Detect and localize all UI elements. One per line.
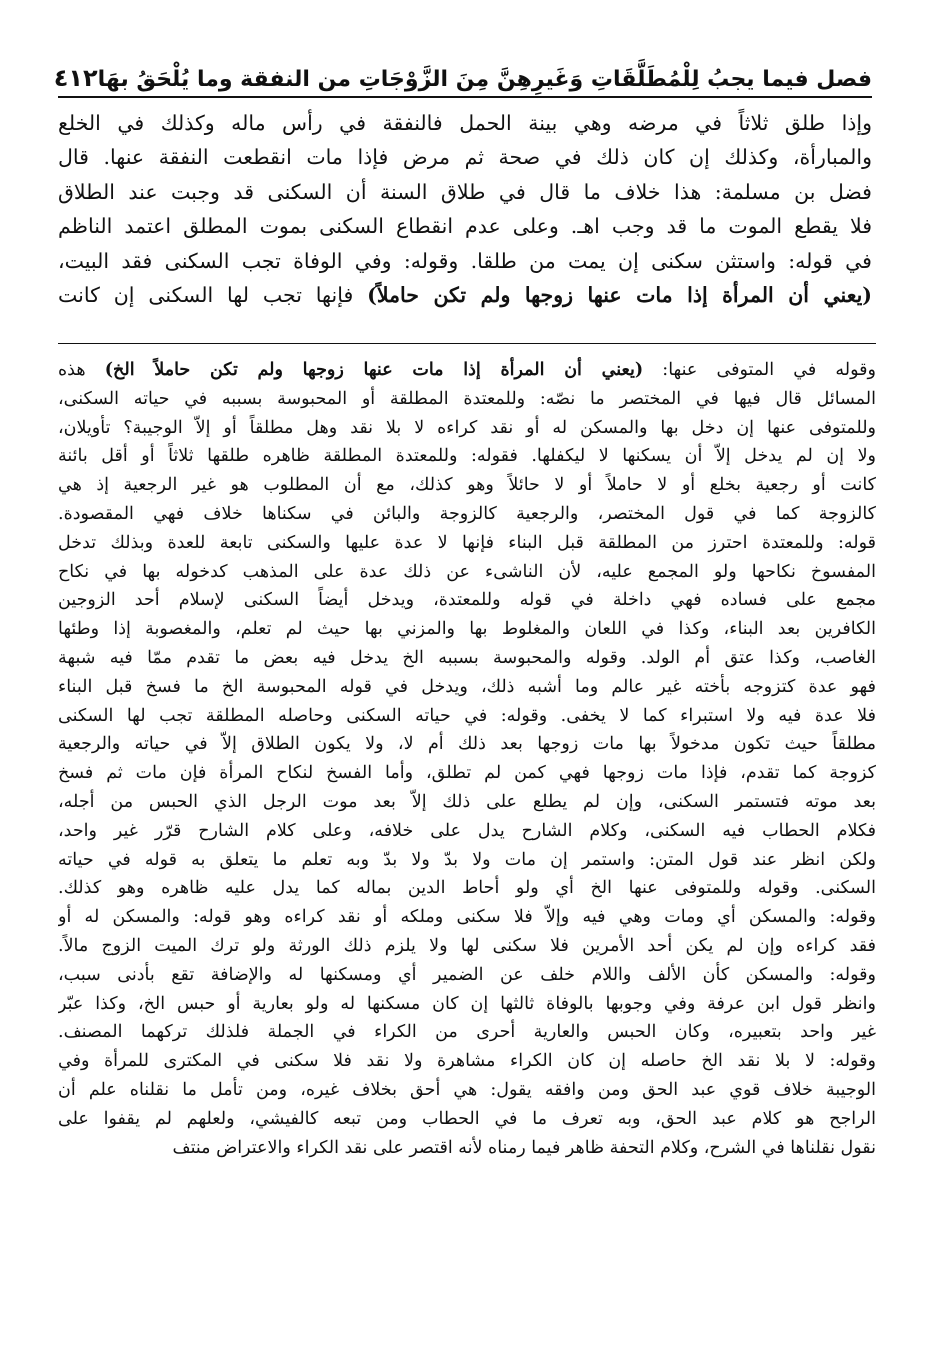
- text-line: [58, 442, 876, 471]
- text-line: [58, 356, 876, 385]
- line-segment: مطلقاً حيث تكون مدخولاً بها مات زوجها بعد ذلك أم لا، ولا يكون الطلاق إلاّ في حياته والرجعية: [58, 734, 876, 755]
- text-line: [58, 414, 876, 443]
- text-line: [58, 106, 872, 140]
- line-segment: فهو عدة كتزوجه بأخته غير عالم وما أشبه ذلك، ويدخل في قوله المحبوسة الخ ما فسخ قبل البناء: [58, 676, 876, 697]
- line-segment: السكنى. وقوله وللمتوفى عنها الخ أي ولو أحاط الدين بماله كما يدل عليه ظاهره وهو كذلك.: [58, 878, 876, 899]
- line-segment: بعد موته فتستمر السكنى، وإن لم يطلع على ذلك إلاّ بعد موت الرجل الذي الحبس من أجله،: [58, 791, 876, 812]
- text-line: [58, 702, 876, 731]
- line-segment: قوله: وللمعتدة احترز من المطلقة قبل البناء فإنها لا عدة عليها والسكنى تابعة للعدة وبذلك تدخل: [58, 532, 876, 553]
- line-segment: والمبارأة، وكذلك إن كان ذلك في صحة ثم مرض فإذا مات انقطعت النفقة عنها. قال: [58, 145, 872, 170]
- line-segment: وقوله في المتوفى عنها:: [643, 360, 876, 380]
- text-line: [58, 874, 876, 903]
- line-segment: المسائل قال فيها في المختصر ما نصّه: وللمعتدة المطلقة أو المحبوسة بسببه في حياته السكنى،: [58, 388, 876, 409]
- line-segment: وقوله: والمسكن كأن الألف واللام خلف عن الضمير أي ومسكنها له والإضافة تقع بأدنى سبب،: [58, 964, 876, 985]
- text-line: [58, 1076, 876, 1105]
- page-header: [53, 52, 872, 98]
- line-segment: الوجيبة خلاف قوي عبد الحق ومن وافقه يقول: هي أحق بخلاف غيره، ومن تأمل ما نقلناه علم أن: [58, 1079, 876, 1100]
- text-line: [58, 1134, 876, 1163]
- text-line: [58, 244, 872, 278]
- text-line: [58, 1047, 876, 1076]
- text-line: [58, 140, 872, 174]
- line-segment: الكافرين بعد البناء، وكذا في اللعان والمغلوط بها والمزني بها حيث لم تعلم، والمغصوبة إذا وطئها: [58, 619, 876, 640]
- text-line: [58, 209, 872, 243]
- line-segment: فإنها تجب لها السكنى إن كانت: [58, 282, 368, 307]
- text-line: [58, 788, 876, 817]
- text-line: [58, 1018, 876, 1047]
- line-segment: مجمع على فساده فهي داخلة في قوله وللمعتدة، ويدخل أيضاً السكنى لإسلام أحد الزوجين: [58, 590, 876, 611]
- bold-phrase: (يعني أن المرأة إذا مات عنها زوجها ولم تكن حاملاً): [367, 282, 872, 307]
- text-line: [58, 175, 872, 209]
- text-line: [58, 385, 876, 414]
- line-segment: الراجح هو كلام عبد الحق، وبه تعرف ما في الحطاب ومن تبعه كالفيشي، ولعلهم لم يقفوا على: [58, 1108, 876, 1129]
- page-number: ٤١٢: [53, 64, 98, 92]
- line-segment: في قوله: واستثن سكنى إن يمت من طلقا. وقوله: وفي الوفاة تجب السكنى فقد البيت،: [58, 248, 872, 273]
- line-segment: المفسوخ نكاحها ولو المجمع عليه، لأن الناشىء عن ذلك عدة على المذهب كدخوله بها في نكاح: [58, 561, 876, 582]
- line-segment: فضل بن مسلمة: هذا خلاف ما قال في طلاق السنة أن السكنى قد وجبت عند الطلاق: [58, 179, 872, 204]
- text-line: [58, 500, 876, 529]
- text-line: [58, 961, 876, 990]
- line-segment: وانظر قول ابن عرفة وفي وجوبها بالوفاة ثالثها إن كان مسكنها له ولو بعارية أو حبس الخ، وكذا عبّر: [58, 993, 876, 1014]
- text-line: [58, 558, 876, 587]
- text-line: [58, 644, 876, 673]
- footnote-divider: [58, 343, 876, 344]
- line-segment: فقد كراءه وإن لم يكن أحد الأمرين فلا سكنى لها ولا يلزم ذلك الورثة ولو ترك الميت الزوج مالاً.: [58, 935, 876, 956]
- text-line: [58, 673, 876, 702]
- line-segment: وإذا طلق ثلاثاً في مرضه وهي بينة الحمل فالنفقة في رأس ماله وكذلك في الخلع: [58, 111, 872, 135]
- running-title: فصل فيما يجبُ لِلْمُطَلَّقَاتِ وَغَيرِهِنَّ مِنَ الزَّوْجَاتِ من النفقة وما يُلْحَقُ بهَا: [97, 67, 872, 92]
- bold-phrase: (يعني أن المرأة إذا مات عنها زوجها ولم تكن حاملاً الخ): [104, 360, 644, 380]
- line-segment: كزوجة كما تقدم، فإذا مات زوجها فهي كمن لم تطلق، وأما الفسخ لنكاح المرأة فإن مات ثم فسخ: [58, 763, 876, 784]
- text-line: [58, 471, 876, 500]
- text-line: [58, 586, 876, 615]
- line-segment: فلا يقطع الموت ما قد وجب اهـ. وعلى عدم انقطاع السكنى بموت المطلق اعتمد الناظم: [58, 214, 872, 239]
- line-segment: هذه: [58, 360, 105, 380]
- text-line: [58, 529, 876, 558]
- line-segment: فلا عدة فيه ولا استبراء كما لا يخفى. وقوله: في حياته السكنى وحاصله المطلقة تجب لها السكنى: [58, 705, 876, 726]
- line-segment: وللمتوفى عنها إن دخل بها والمسكن له أو نقد كراءه لا بلا نقد وهل مطلقاً أو إلاّ الوجيبة؟ تأويلان،: [58, 417, 876, 438]
- text-line: [58, 817, 876, 846]
- line-segment: كالزوجة كما في قول المختصر، والرجعية كالزوجة والبائن في سكناها خلاف فهي المقصودة.: [58, 503, 876, 524]
- line-segment: ولا إن لم يدخل إلاّ أن يسكنها لا ليكفلها. فقوله: وللمعتدة المطلقة ظاهره طلقها ثلاثاً أو أقل بائنة: [58, 446, 876, 467]
- text-line: [58, 615, 876, 644]
- text-line: [58, 759, 876, 788]
- text-line: [58, 278, 872, 312]
- line-segment: وقوله: لا بلا نقد الخ حاصله إن كان الكراء مشاهرة ولا نقد فلا سكنى في المكترى للمرأة وفي: [58, 1051, 876, 1072]
- main-text: [58, 106, 872, 312]
- text-line: [58, 990, 876, 1019]
- text-line: [58, 1105, 876, 1134]
- line-segment: غير واحد بتعبيره، وكان الحبس والعارية أحرى من الكراء في الجملة فلذلك تركهما المصنف.: [58, 1022, 876, 1043]
- line-segment: كانت أو رجعية بخلع أو لا حاملاً أو لا حائلاً وهو كذلك، مع أن المطلوب هو غير الرجعية إذ هي: [58, 475, 876, 496]
- line-segment: الغاصب، وكذا عتق أم الولد. وقوله والمحبوسة بسببه الخ يدخل فيه بعض ما تقدم ممّا فيه شبهة: [58, 647, 876, 668]
- text-line: [58, 932, 876, 961]
- book-page: [53, 52, 872, 312]
- text-line: [58, 730, 876, 759]
- text-line: [58, 903, 876, 932]
- text-line: [58, 846, 876, 875]
- line-segment: ولكن انظر عند قول المتن: واستمر إن مات ولا بدّ ولا بدّ وبه تعلم ما يتعلق به قوله في حياته: [58, 849, 876, 870]
- line-segment: وقوله: والمسكن أي ومات وهي فيه وإلاّ فلا سكنى وملكه أو نقد كراءه وهو قوله: والمسكن له أو: [58, 907, 876, 928]
- line-segment: نقول نقلناها في الشرح، وكلام التحفة ظاهر فيما رمناه لأنه اقتصر على نقد الكراء والاعتراض منتف: [172, 1137, 876, 1158]
- footnotes: [58, 356, 876, 1162]
- line-segment: فكلام الحطاب فيه السكنى، وكلام الشارح يدل على خلافه، وعلى كلام الشارح قرّر غير واحد،: [58, 820, 876, 841]
